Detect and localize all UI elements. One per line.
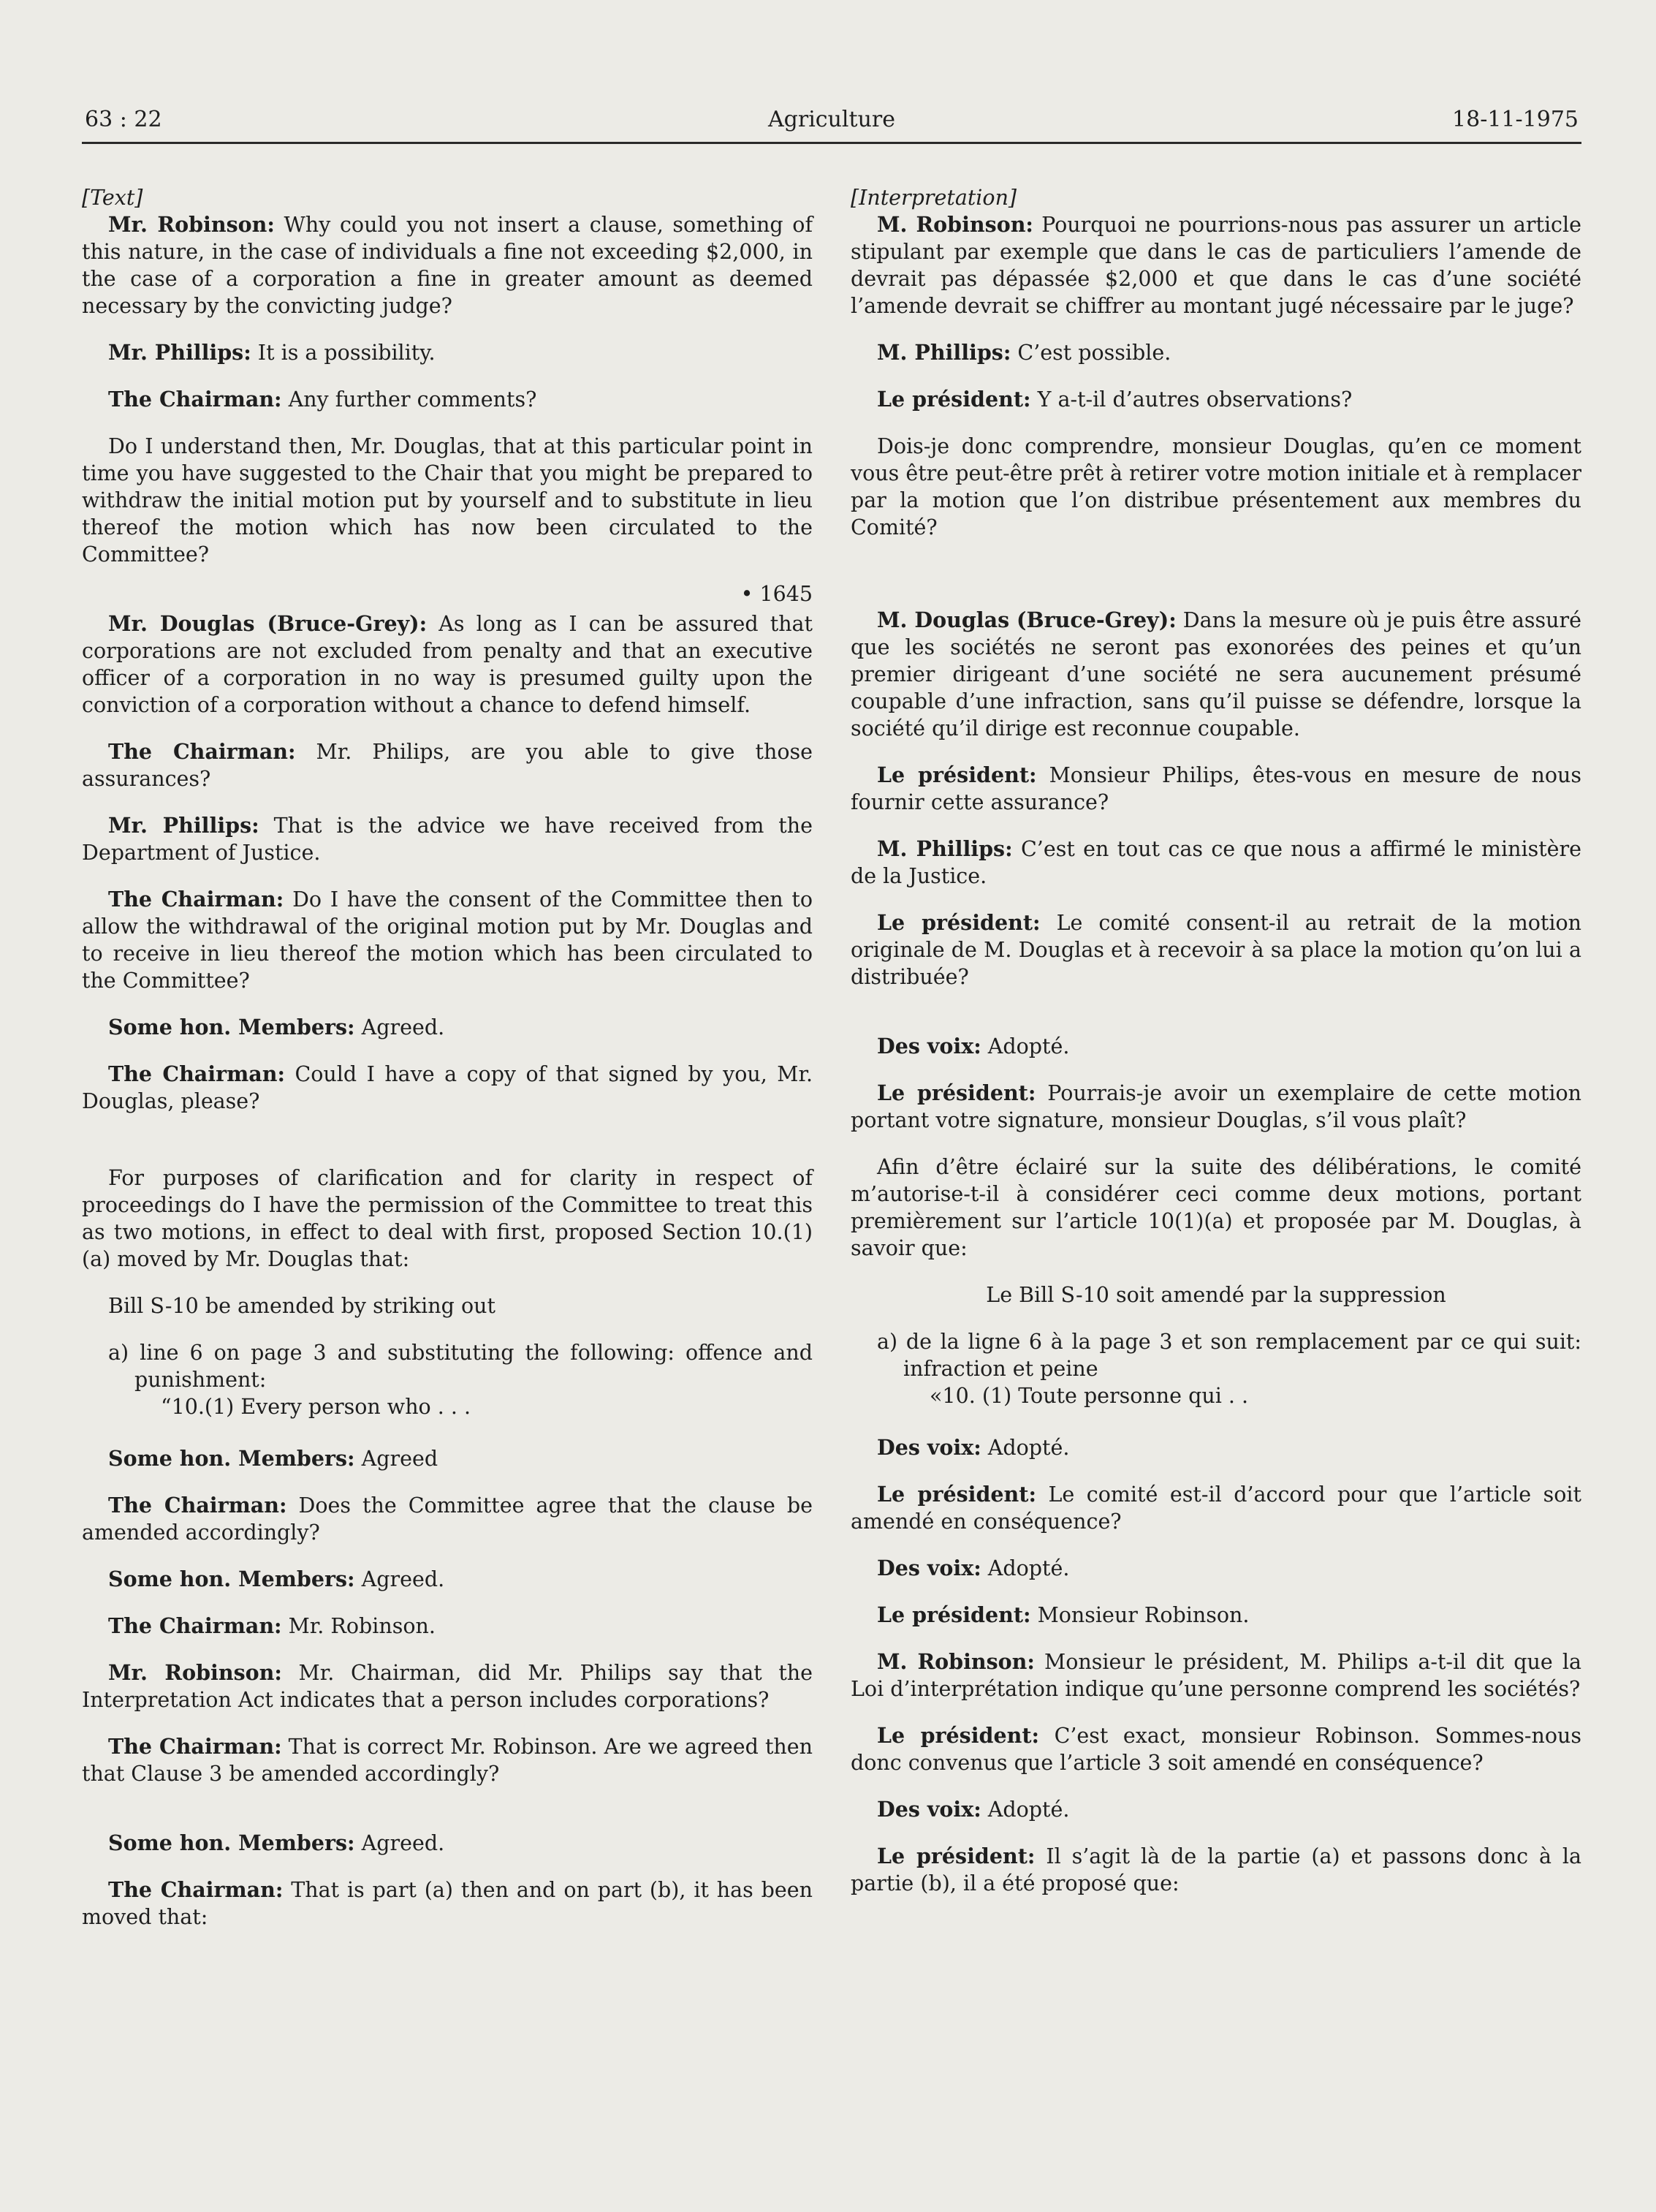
- motion-text: Bill S-10 be amended by striking out: [108, 1294, 495, 1318]
- paragraph: [82, 738, 813, 792]
- speech: It is a possibility.: [251, 341, 436, 365]
- speech: Mr. Robinson.: [281, 1614, 436, 1638]
- paragraph: [82, 886, 813, 994]
- speech: Adopté.: [981, 1556, 1070, 1580]
- speech: Monsieur Robinson.: [1030, 1603, 1250, 1627]
- speech: C’est exact, monsieur Robinson. Sommes-nous donc convenus que l’article 3 soit amendé en conséquence?: [851, 1724, 1582, 1775]
- speech: Mr. Chairman, did Mr. Philips say that the Interpretation Act indicates that a person includes corporations?: [82, 1661, 813, 1712]
- motion-quote: «10. (1) Toute personne qui . .: [930, 1384, 1249, 1408]
- paragraph: [82, 211, 813, 319]
- paragraph: [851, 1033, 1581, 1060]
- speech: Le comité est-il d’accord pour que l’article soit amendé en conséquence?: [851, 1482, 1581, 1534]
- paragraph: [851, 433, 1581, 541]
- paragraph: [82, 386, 813, 413]
- paragraph: [82, 433, 813, 568]
- paragraph: [82, 339, 813, 366]
- speech: Adopté.: [981, 1034, 1070, 1058]
- paragraph: [851, 1154, 1581, 1262]
- speech: Agreed.: [354, 1015, 445, 1039]
- speech: Adopté.: [981, 1798, 1070, 1822]
- speaker: M. Robinson:: [877, 1649, 1035, 1674]
- session-date: 18-11-1975: [1452, 107, 1579, 132]
- speech: Dans la mesure où je puis être assuré que les sociétés ne seront pas exonorées des peines et qu’un premier dirigeant d’une société ne sera aucunement présumé coupable d’une infraction, sans qu’il puisse se défendre, lorsque la société qu’il dirige est reconnue coupable.: [851, 608, 1581, 741]
- speaker: Le président:: [877, 387, 1031, 412]
- paragraph: [82, 1613, 813, 1640]
- paragraph: [851, 1602, 1581, 1629]
- speech: C’est en tout cas ce que nous a affirmé le ministère de la Justice.: [851, 837, 1582, 888]
- speaker: M. Phillips:: [877, 340, 1011, 365]
- speaker: Le président:: [877, 1602, 1031, 1627]
- paragraph: [82, 1014, 813, 1041]
- speaker: The Chairman:: [108, 1613, 282, 1638]
- speech: For purposes of clarification and for clarity in respect of proceedings do I have the permission of the Committee to treat this as two motions, in effect to deal with first, proposed Section 10.(1)(a) moved by Mr. Douglas that:: [82, 1166, 813, 1271]
- speaker: Mr. Robinson:: [108, 1660, 282, 1685]
- speech: As long as I can be assured that corporations are not excluded from penalty and that an executive officer of a corporation in no way is presumed guilty upon the conviction of a corporation without a chance to defend himself.: [82, 612, 813, 717]
- speech: Le comité consent-il au retrait de la motion originale de M. Douglas et à recevoir à sa place la motion qu’on lui a distribuée?: [851, 911, 1581, 989]
- speaker: Le président:: [877, 1080, 1036, 1105]
- paragraph: [82, 1566, 813, 1593]
- speech: Do I understand then, Mr. Douglas, that at this particular point in time you have suggested to the Chair that you might be prepared to withdraw the initial motion put by yourself and to substitute in lieu thereof the motion which has now been circulated to the Committee?: [82, 434, 813, 567]
- speech: That is correct Mr. Robinson. Are we agreed then that Clause 3 be amended accordingly?: [82, 1735, 813, 1786]
- speaker: Some hon. Members:: [108, 1446, 355, 1471]
- timestamp: [82, 580, 813, 607]
- motion-item: a) line 6 on page 3 and substituting the following: offence and punishment:: [108, 1341, 813, 1392]
- speaker: The Chairman:: [108, 1734, 282, 1759]
- section-tag: [Interpretation]: [851, 186, 1017, 210]
- paragraph: [851, 1796, 1581, 1823]
- paragraph: [82, 1830, 813, 1857]
- speaker: The Chairman:: [108, 1061, 285, 1086]
- paragraph: [82, 1733, 813, 1787]
- speech: Monsieur le président, M. Philips a-t-il dit que la Loi d’interprétation indique qu’une personne comprend les sociétés?: [851, 1650, 1581, 1701]
- speaker: Mr. Robinson:: [108, 212, 275, 237]
- paragraph: [851, 339, 1581, 366]
- speaker: Des voix:: [877, 1556, 981, 1580]
- speech: Any further comments?: [281, 387, 537, 412]
- motion-item: a) de la ligne 6 à la page 3 et son remplacement par ce qui suit: infraction et peine: [877, 1330, 1581, 1381]
- speech: Adopté.: [981, 1436, 1070, 1460]
- speech: Do I have the consent of the Committee then to allow the withdrawal of the original motion put by Mr. Douglas and to receive in lieu thereof the motion which has been circulated to the Committee?: [82, 887, 813, 993]
- paragraph: [82, 610, 813, 719]
- paragraph: [851, 1843, 1581, 1897]
- paragraph: [82, 812, 813, 866]
- paragraph: [851, 386, 1581, 413]
- english-column: [82, 184, 813, 1950]
- speaker: Le président:: [877, 1482, 1036, 1507]
- speaker: Des voix:: [877, 1797, 981, 1822]
- speech: Agreed: [354, 1447, 438, 1471]
- paragraph: [851, 909, 1581, 991]
- speaker: The Chairman:: [108, 387, 282, 412]
- speaker: M. Robinson:: [877, 212, 1033, 237]
- speaker: Some hon. Members:: [108, 1830, 355, 1855]
- paragraph: [851, 1434, 1581, 1461]
- speech: Why could you not insert a clause, something of this nature, in the case of individuals a fine not exceeding $2,000, in the case of a corporation a fine in greater amount as deemed necessary by the convicting judge?: [82, 213, 813, 318]
- speech: Agreed.: [354, 1831, 445, 1855]
- speech: Afin d’être éclairé sur la suite des délibérations, le comité m’autorise-t-il à considérer ceci comme deux motions, portant premièrement sur l’article 10(1)(a) et proposée par M. Douglas, à savoir que:: [851, 1155, 1581, 1260]
- speech: Pourquoi ne pourrions-nous pas assurer un article stipulant par exemple que dans le cas de particuliers l’amende de devrait pas dépassée $2,000 et que dans le cas d’une société l’amende devrait se chiffrer au montant jugé nécessaire par le juge?: [851, 213, 1582, 318]
- paragraph: [851, 1555, 1581, 1582]
- speaker: The Chairman:: [108, 739, 296, 764]
- speaker: Le président:: [877, 910, 1041, 935]
- paragraph: [851, 1722, 1581, 1776]
- speaker: M. Douglas (Bruce-Grey):: [877, 607, 1177, 632]
- paragraph: [851, 1080, 1581, 1134]
- speaker: The Chairman:: [108, 1493, 287, 1518]
- paragraph: [851, 1648, 1581, 1702]
- speaker: Le président:: [877, 1723, 1040, 1748]
- speech: C’est possible.: [1011, 341, 1171, 365]
- speaker: Some hon. Members:: [108, 1015, 355, 1039]
- speaker: Des voix:: [877, 1435, 981, 1460]
- paragraph: [851, 607, 1581, 742]
- paragraph: [82, 1164, 813, 1273]
- speech: Dois-je donc comprendre, monsieur Douglas, qu’en ce moment vous être peut-être prêt à retirer votre motion initiale et à remplacer par la motion que l’on distribue présentement aux membres du Comité?: [851, 434, 1581, 539]
- motion-text: Le Bill S-10 soit amendé par la suppression: [986, 1283, 1446, 1307]
- paragraph: [851, 836, 1581, 890]
- timestamp-text: • 1645: [740, 582, 813, 606]
- paragraph: [82, 1445, 813, 1472]
- speaker: The Chairman:: [108, 1877, 284, 1902]
- speech: Y a-t-il d’autres observations?: [1030, 387, 1353, 412]
- speaker: Mr. Phillips:: [108, 340, 251, 365]
- paragraph: [851, 762, 1581, 816]
- speech: That is part (a) then and on part (b), it has been moved that:: [82, 1878, 813, 1929]
- paragraph: [82, 1659, 813, 1713]
- speaker: Le président:: [877, 1844, 1036, 1868]
- speech: Pourrais-je avoir un exemplaire de cette motion portant votre signature, monsieur Douglas, s’il vous plaît?: [851, 1081, 1581, 1132]
- speech: Does the Committee agree that the clause be amended accordingly?: [82, 1493, 813, 1545]
- speech: Il s’agit là de la partie (a) et passons donc à la partie (b), il a été proposé que:: [851, 1844, 1581, 1895]
- paragraph: [82, 1876, 813, 1931]
- french-column: [851, 184, 1581, 1917]
- committee-title: Agriculture: [768, 107, 895, 132]
- section-tag: [Text]: [82, 186, 143, 210]
- speaker: Le président:: [877, 762, 1037, 787]
- speech: That is the advice we have received from the Department of Justice.: [82, 814, 813, 865]
- speaker: Mr. Phillips:: [108, 813, 259, 838]
- speech: Agreed.: [354, 1567, 445, 1591]
- speech: Mr. Philips, are you able to give those assurances?: [82, 740, 813, 791]
- speaker: Mr. Douglas (Bruce-Grey):: [108, 611, 428, 636]
- paragraph: [851, 211, 1581, 319]
- speech: Monsieur Philips, êtes-vous en mesure de nous fournir cette assurance?: [851, 763, 1581, 814]
- speaker: Des voix:: [877, 1034, 981, 1058]
- speech: Could I have a copy of that signed by you, Mr. Douglas, please?: [82, 1062, 813, 1113]
- paragraph: [82, 1061, 813, 1115]
- paragraph: [851, 1481, 1581, 1535]
- page-header: [82, 104, 1581, 144]
- paragraph: [82, 1492, 813, 1546]
- motion-quote: “10.(1) Every person who . . .: [161, 1395, 471, 1419]
- page-number: 63 : 22: [85, 107, 162, 132]
- speaker: The Chairman:: [108, 887, 284, 912]
- speaker: M. Phillips:: [877, 836, 1013, 861]
- speaker: Some hon. Members:: [108, 1567, 355, 1591]
